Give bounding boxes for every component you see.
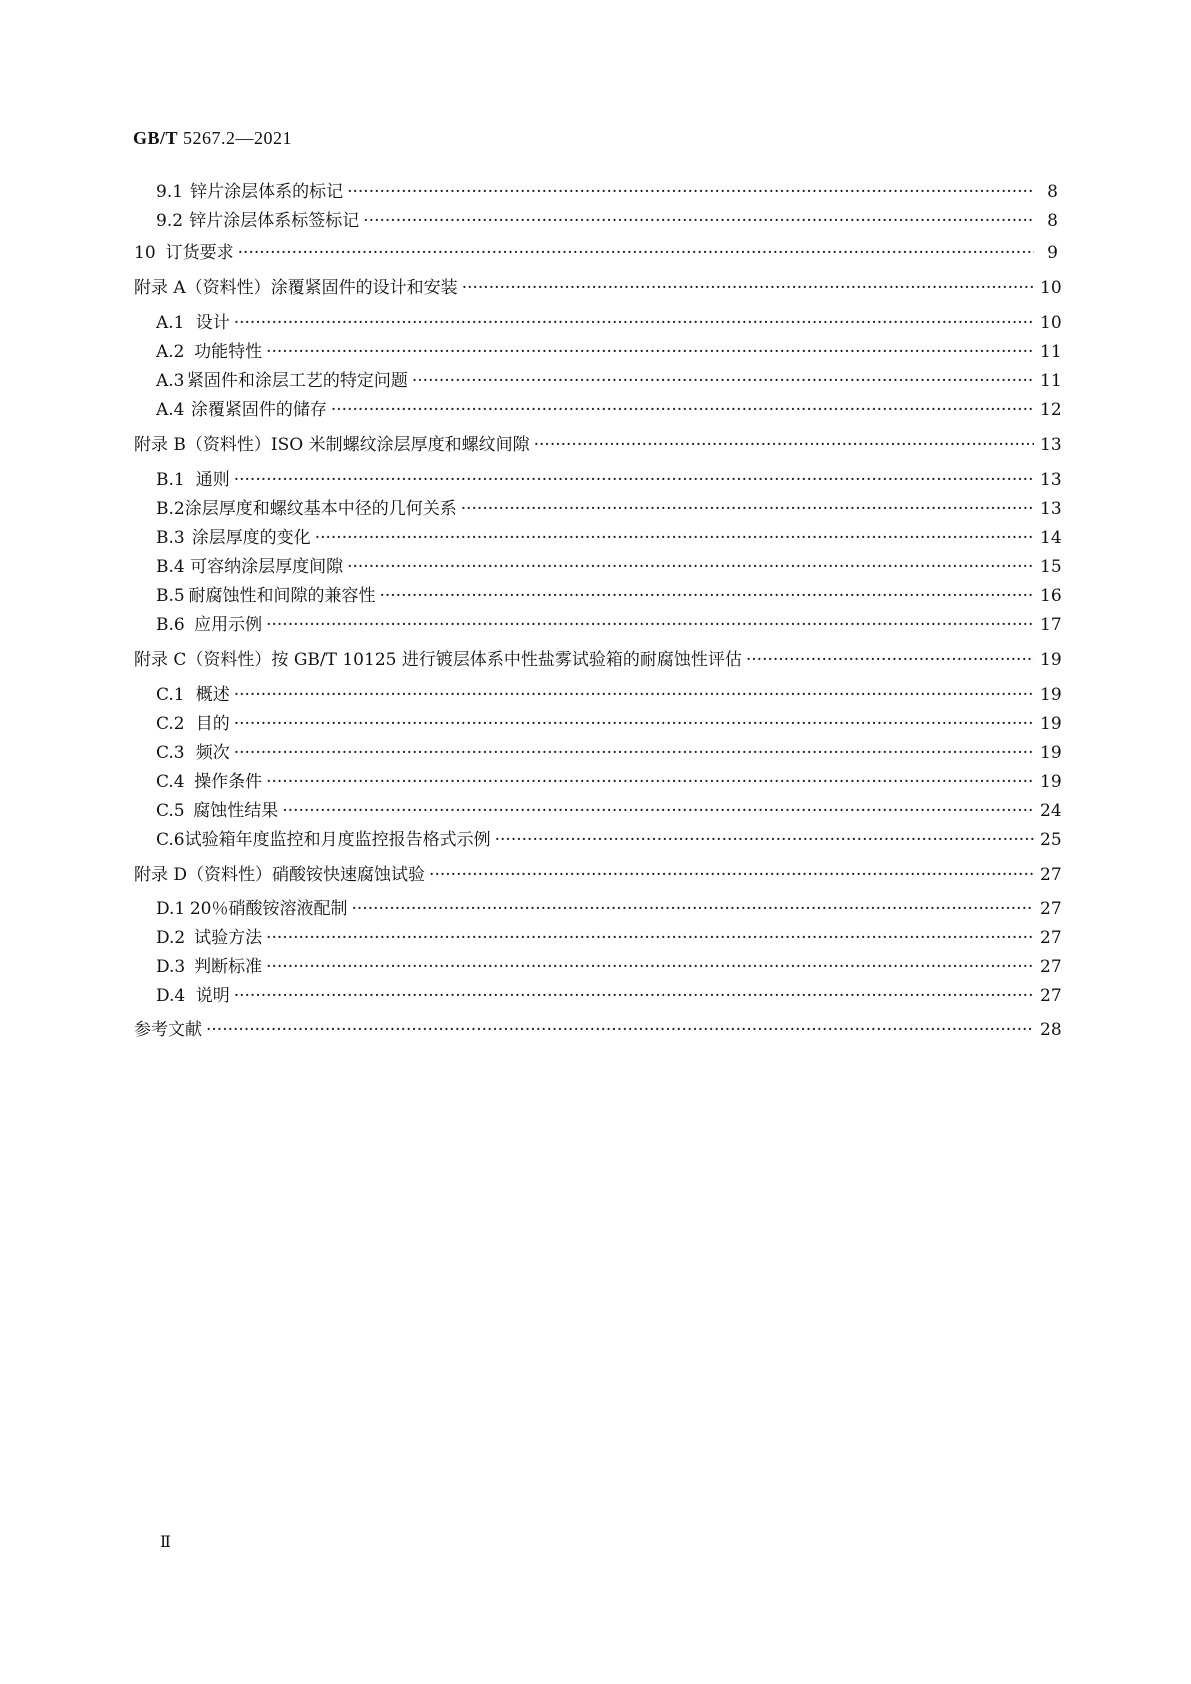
- toc-entry-number: 附录 A（资料性）: [134, 278, 271, 298]
- toc-entry[interactable]: [134, 274, 1062, 302]
- toc-entry-title: 涂覆紧固件的设计和安装: [270, 278, 458, 298]
- toc-entry-title: 锌片涂层体系标签标记: [189, 211, 360, 231]
- toc-entry-page: 27: [1040, 865, 1062, 885]
- toc-entry[interactable]: [134, 524, 1062, 552]
- toc-entry-page: 10: [1040, 313, 1062, 333]
- toc-entry-page: 9: [1047, 243, 1058, 263]
- toc-entry-number: B.2: [156, 499, 185, 519]
- toc-entry[interactable]: [134, 239, 1058, 267]
- toc-entry-page: 11: [1040, 342, 1062, 362]
- toc-entry[interactable]: [134, 768, 1062, 796]
- toc-leader-dots: [266, 768, 1034, 796]
- toc-leader-dots: [534, 431, 1034, 459]
- toc-entry-title: 涂覆紧固件的储存: [190, 400, 327, 420]
- toc-leader-dots: [352, 895, 1035, 923]
- toc-entry-page: 10: [1040, 278, 1062, 298]
- toc-entry-number: C.3: [156, 743, 185, 763]
- toc-entry-title: 参考文献: [134, 1020, 202, 1040]
- toc-entry-number: B.6: [156, 615, 185, 635]
- toc-leader-dots: [234, 982, 1034, 1010]
- toc-entry[interactable]: [134, 924, 1062, 952]
- toc-entry-page: 19: [1040, 714, 1062, 734]
- toc-entry-title: ISO 米制螺纹涂层厚度和螺纹间隙: [270, 435, 530, 455]
- toc-entry[interactable]: [134, 797, 1062, 825]
- toc-entry-number: D.3: [156, 957, 186, 977]
- toc-entry-number: D.1: [156, 899, 186, 919]
- toc-entry[interactable]: [134, 710, 1062, 738]
- toc-entry-title: 硝酸铵快速腐蚀试验: [272, 865, 426, 885]
- toc-entry-number: A.2: [156, 342, 185, 362]
- toc-leader-dots: [234, 739, 1034, 767]
- toc-entry-title: 腐蚀性结果: [193, 801, 279, 821]
- toc-entry-title: 涂层厚度和螺纹基本中径的几何关系: [184, 499, 457, 519]
- toc-entry-page: 8: [1047, 211, 1058, 231]
- toc-leader-dots: [266, 953, 1034, 981]
- toc-entry-number: C.4: [156, 772, 185, 792]
- toc-leader-dots: [461, 495, 1034, 523]
- toc-entry-title: 功能特性: [194, 342, 263, 362]
- toc-entry-title: 试验箱年度监控和月度监控报告格式示例: [184, 830, 491, 850]
- toc-entry-number: C.1: [156, 685, 185, 705]
- toc-leader-dots: [495, 826, 1034, 854]
- toc-entry-title: 概述: [195, 685, 230, 705]
- toc-entry-title: 锌片涂层体系的标记: [190, 182, 344, 202]
- toc-entry[interactable]: [134, 582, 1062, 610]
- toc-leader-dots: [234, 466, 1034, 494]
- toc-entry-page: 13: [1040, 499, 1062, 519]
- toc-entry-title: 20％硝酸铵溶液配制: [189, 899, 348, 919]
- toc-entry[interactable]: [134, 895, 1062, 923]
- toc-entry-number: C.5: [156, 801, 185, 821]
- toc-entry[interactable]: [134, 553, 1062, 581]
- toc-entry-page: 14: [1040, 528, 1062, 548]
- toc-leader-dots: [331, 396, 1034, 424]
- toc-leader-dots: [462, 274, 1034, 302]
- toc-entry[interactable]: [134, 861, 1062, 889]
- toc-entry-number: C.2: [156, 714, 185, 734]
- toc-entry-number: D.4: [156, 986, 186, 1006]
- toc-entry-title: 紧固件和涂层工艺的特定问题: [186, 371, 408, 391]
- toc-entry-page: 13: [1040, 435, 1062, 455]
- toc-entry-number: 附录 C（资料性）: [134, 650, 272, 670]
- toc-entry[interactable]: [134, 681, 1062, 709]
- toc-entry-page: 19: [1040, 743, 1062, 763]
- toc-entry-page: 15: [1040, 557, 1062, 577]
- toc-entry-title: 目的: [195, 714, 230, 734]
- toc-leader-dots: [347, 178, 1034, 206]
- toc-entry-page: 19: [1040, 772, 1062, 792]
- toc-entry-number: B.3: [156, 528, 185, 548]
- toc-entry-number: B.1: [156, 470, 185, 490]
- toc-leader-dots: [238, 239, 1034, 267]
- toc-entry[interactable]: [134, 207, 1058, 235]
- toc-entry-title: 操作条件: [194, 772, 263, 792]
- toc-entry-title: 通则: [195, 470, 230, 490]
- standard-number: 5267.2—2021: [183, 128, 293, 148]
- toc-entry[interactable]: [134, 611, 1062, 639]
- toc-entry-number: A.3: [156, 371, 185, 391]
- toc-entry[interactable]: [134, 826, 1062, 854]
- toc-entry-title: 应用示例: [194, 615, 263, 635]
- toc-entry-number: 10: [134, 243, 156, 263]
- toc-leader-dots: [429, 861, 1034, 889]
- page-number: Ⅱ: [160, 1534, 171, 1551]
- toc-entry-page: 11: [1040, 371, 1062, 391]
- toc-entry[interactable]: [134, 953, 1062, 981]
- toc-entry-page: 17: [1040, 615, 1062, 635]
- toc-entry[interactable]: [134, 309, 1062, 337]
- toc-entry-number: 附录 B（资料性）: [134, 435, 271, 455]
- toc-leader-dots: [412, 367, 1034, 395]
- toc-entry-number: D.2: [156, 928, 186, 948]
- toc-entry-number: C.6: [156, 830, 185, 850]
- toc-entry[interactable]: [134, 431, 1062, 459]
- toc-entry-page: 8: [1047, 182, 1058, 202]
- toc-leader-dots: [363, 207, 1034, 235]
- toc-leader-dots: [206, 1016, 1034, 1044]
- toc-entry-number: 附录 D（资料性）: [134, 865, 273, 885]
- toc-entry-number: 9.1: [156, 182, 184, 202]
- toc-entry-number: B.5: [156, 586, 185, 606]
- toc-leader-dots: [282, 797, 1034, 825]
- toc-entry-page: 16: [1040, 586, 1062, 606]
- toc-entry-page: 19: [1040, 685, 1062, 705]
- toc-entry-page: 19: [1040, 650, 1062, 670]
- toc-leader-dots: [315, 524, 1034, 552]
- toc-entry[interactable]: [134, 367, 1062, 395]
- toc-entry-number: B.4: [156, 557, 185, 577]
- toc-entry-title: 按 GB/T 10125 进行镀层体系中性盐雾试验箱的耐腐蚀性评估: [271, 650, 742, 670]
- toc-entry-title: 试验方法: [194, 928, 263, 948]
- toc-entry-title: 涂层厚度的变化: [191, 528, 311, 548]
- toc-entry-page: 27: [1040, 928, 1062, 948]
- document-header: [133, 128, 292, 149]
- toc-entry-title: 判断标准: [194, 957, 263, 977]
- toc-leader-dots: [234, 681, 1034, 709]
- toc-entry[interactable]: [134, 396, 1062, 424]
- toc-entry-title: 可容纳涂层厚度间隙: [190, 557, 344, 577]
- toc-entry-number: 9.2: [156, 211, 184, 231]
- toc-entry-page: 27: [1040, 957, 1062, 977]
- toc-entry-page: 24: [1040, 801, 1062, 821]
- toc-entry[interactable]: [134, 466, 1062, 494]
- toc-entry-page: 25: [1040, 830, 1062, 850]
- toc-entry[interactable]: [134, 982, 1062, 1010]
- toc-entry[interactable]: [134, 1016, 1062, 1044]
- toc-leader-dots: [379, 582, 1034, 610]
- toc-leader-dots: [266, 611, 1034, 639]
- standard-prefix: GB/T: [133, 128, 179, 148]
- toc-entry[interactable]: [134, 646, 1062, 674]
- toc-entry-page: 27: [1040, 899, 1062, 919]
- toc-entry-title: 耐腐蚀性和间隙的兼容性: [188, 586, 376, 606]
- toc-entry[interactable]: [134, 338, 1062, 366]
- toc-leader-dots: [746, 646, 1034, 674]
- toc-entry-title: 说明: [195, 986, 230, 1006]
- toc-entry-page: 12: [1040, 400, 1062, 420]
- toc-entry-title: 频次: [195, 743, 230, 763]
- toc-leader-dots: [234, 309, 1034, 337]
- toc-entry-page: 28: [1040, 1020, 1062, 1040]
- toc-leader-dots: [347, 553, 1034, 581]
- toc-leader-dots: [234, 710, 1034, 738]
- toc-entry-title: 订货要求: [165, 243, 234, 263]
- toc-entry[interactable]: [134, 495, 1062, 523]
- toc-entry-page: 13: [1040, 470, 1062, 490]
- toc-entry-number: A.1: [156, 313, 185, 333]
- toc-leader-dots: [266, 338, 1034, 366]
- toc-entry-title: 设计: [195, 313, 230, 333]
- toc-leader-dots: [266, 924, 1034, 952]
- toc-entry-number: A.4: [156, 400, 185, 420]
- toc-entry[interactable]: [134, 739, 1062, 767]
- toc-entry[interactable]: [134, 178, 1058, 206]
- toc-entry-page: 27: [1040, 986, 1062, 1006]
